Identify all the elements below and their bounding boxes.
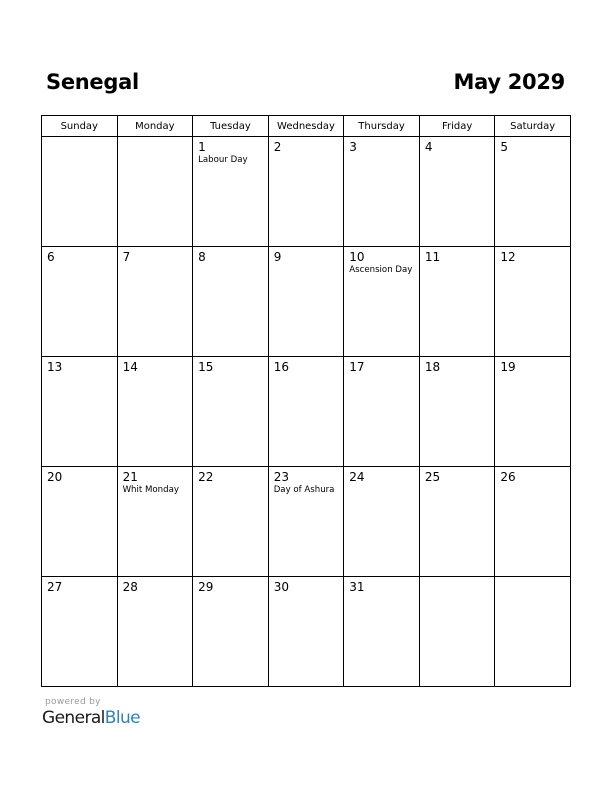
day-cell (344, 467, 420, 577)
day-cell (193, 577, 269, 687)
day-cell (268, 137, 344, 247)
weekday-header: Tuesday (193, 116, 269, 137)
day-number: 31 (349, 580, 365, 594)
day-cell (419, 357, 495, 467)
day-cell (193, 357, 269, 467)
day-cell (419, 247, 495, 357)
day-cell (344, 137, 420, 247)
day-cell (495, 577, 571, 687)
day-number: 8 (198, 250, 206, 264)
day-cell (419, 467, 495, 577)
weekday-header: Saturday (495, 116, 571, 137)
day-number: 22 (198, 470, 214, 484)
day-number: 14 (122, 360, 138, 374)
week-row (42, 357, 571, 467)
weekday-header: Monday (117, 116, 193, 137)
day-cell (42, 467, 118, 577)
weekday-header: Thursday (344, 116, 420, 137)
day-number: 9 (273, 250, 282, 264)
day-number: 25 (424, 470, 441, 484)
day-number: 1 (198, 140, 206, 154)
weekday-header: Sunday (42, 116, 118, 137)
day-cell (495, 467, 571, 577)
month-year-title: May 2029 (453, 70, 565, 94)
day-cell (117, 247, 193, 357)
day-cell (42, 357, 118, 467)
holiday-label: Whit Monday (122, 485, 179, 495)
day-number: 18 (424, 360, 441, 374)
day-number: 2 (273, 140, 282, 154)
day-number: 23 (273, 470, 289, 484)
day-cell (117, 577, 193, 687)
day-number: 13 (47, 360, 63, 374)
day-cell (268, 467, 344, 577)
day-number: 21 (122, 470, 138, 484)
day-cell (42, 137, 118, 247)
holiday-label: Labour Day (198, 155, 248, 165)
calendar-grid (41, 115, 571, 687)
day-cell (419, 137, 495, 247)
weekday-header: Wednesday (268, 116, 344, 137)
day-cell (344, 357, 420, 467)
day-number: 19 (500, 360, 516, 374)
day-cell (193, 467, 269, 577)
day-number: 10 (349, 250, 365, 264)
day-number: 17 (349, 360, 365, 374)
holiday-label: Day of Ashura (273, 485, 335, 495)
day-cell (42, 247, 118, 357)
day-cell (268, 357, 344, 467)
day-number: 30 (273, 580, 289, 594)
day-cell (495, 247, 571, 357)
day-cell (344, 577, 420, 687)
day-cell (117, 357, 193, 467)
day-cell (193, 247, 269, 357)
day-cell (193, 137, 269, 247)
day-number: 20 (47, 470, 63, 484)
day-number: 12 (500, 250, 516, 264)
day-cell (42, 577, 118, 687)
day-number: 15 (198, 360, 214, 374)
day-number: 6 (47, 250, 55, 264)
day-number: 5 (500, 140, 509, 154)
day-cell (117, 467, 193, 577)
day-cell (419, 577, 495, 687)
day-cell (495, 357, 571, 467)
day-number: 16 (273, 360, 289, 374)
day-cell (495, 137, 571, 247)
day-number: 7 (122, 250, 131, 264)
day-cell (117, 137, 193, 247)
day-number: 4 (424, 140, 433, 154)
day-number: 27 (47, 580, 63, 594)
brand-general-text: General (42, 708, 105, 728)
week-row (42, 577, 571, 687)
day-cell (344, 247, 420, 357)
day-number: 3 (349, 140, 357, 154)
powered-by-label: powered by (45, 697, 101, 707)
day-cell (268, 577, 344, 687)
day-number: 11 (424, 250, 441, 264)
country-title: Senegal (46, 70, 139, 94)
week-row (42, 137, 571, 247)
day-cell (268, 247, 344, 357)
weekday-header-row (42, 116, 571, 137)
generalblue-logo (42, 708, 140, 728)
day-number: 28 (122, 580, 138, 594)
week-row (42, 247, 571, 357)
day-number: 29 (198, 580, 214, 594)
brand-blue-text: Blue (104, 708, 141, 728)
week-row (42, 467, 571, 577)
holiday-label: Ascension Day (349, 265, 413, 275)
day-number: 26 (500, 470, 516, 484)
weekday-header: Friday (419, 116, 495, 137)
day-number: 24 (349, 470, 365, 484)
